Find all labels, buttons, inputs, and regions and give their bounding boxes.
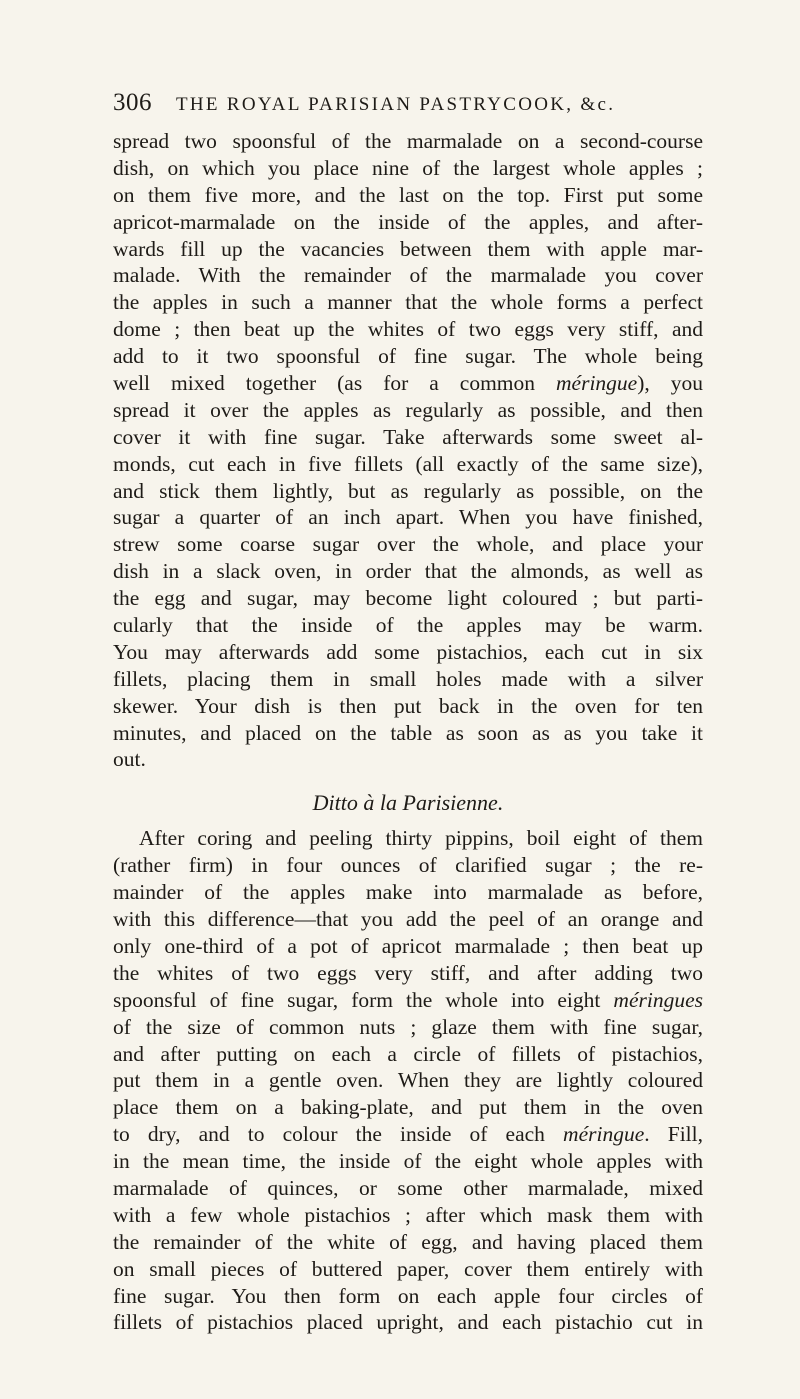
text-line: only one-third of a pot of apricot marmalade ; then beat up bbox=[113, 933, 703, 958]
text-line: apricot-marmalade on the inside of the apples, and after- bbox=[113, 209, 703, 234]
text-line: spread it over the apples as regularly as possible, and then bbox=[113, 397, 703, 422]
text-line: the remainder of the white of egg, and having placed them bbox=[113, 1229, 703, 1254]
paragraph-parisienne bbox=[113, 825, 703, 1336]
text-line: in the mean time, the inside of the eight whole apples with bbox=[113, 1149, 703, 1174]
text-line: put them in a gentle oven. When they are lightly coloured bbox=[113, 1068, 703, 1093]
text-line: dish, on which you place nine of the largest whole apples ; bbox=[113, 155, 703, 180]
text-segment: . Fill, bbox=[644, 1122, 703, 1147]
text-line: After coring and peeling thirty pippins, boil eight of them bbox=[139, 826, 703, 851]
text-line: the egg and sugar, may become light coloured ; but parti- bbox=[113, 586, 703, 611]
text-line: fillets, placing them in small holes made with a silver bbox=[113, 666, 703, 691]
text-line: the whites of two eggs very stiff, and after adding two bbox=[113, 960, 703, 985]
text-line bbox=[113, 987, 703, 1014]
text-line: monds, cut each in five fillets (all exactly of the same size), bbox=[113, 451, 703, 476]
italic-term: méringue bbox=[556, 371, 638, 396]
text-line bbox=[113, 370, 703, 397]
text-line: dome ; then beat up the whites of two eggs very stiff, and bbox=[113, 317, 703, 342]
text-line: skewer. Your dish is then put back in the oven for ten bbox=[113, 693, 703, 718]
running-title-etc: &c. bbox=[580, 94, 616, 115]
text-line: strew some coarse sugar over the whole, and place your bbox=[113, 532, 703, 557]
text-line: fine sugar. You then form on each apple four circles of bbox=[113, 1283, 703, 1308]
text-line: cover it with fine sugar. Take afterwards some sweet al- bbox=[113, 424, 703, 449]
running-head bbox=[113, 89, 703, 121]
text-line: fillets of pistachios placed upright, and each pistachio cut in bbox=[113, 1310, 703, 1335]
text-line: with a few whole pistachios ; after which mask them with bbox=[113, 1202, 703, 1227]
italic-term: méringues bbox=[613, 987, 703, 1012]
text-segment: spoonsful of fine sugar, form the whole into eight bbox=[113, 987, 614, 1012]
paragraph-apples-dome bbox=[113, 128, 703, 773]
text-line bbox=[113, 1121, 703, 1148]
section-heading: Ditto à la Parisienne. bbox=[312, 790, 504, 816]
text-segment: to dry, and to colour the inside of each bbox=[113, 1122, 564, 1147]
page-number: 306 bbox=[113, 89, 152, 116]
text-line: and stick them lightly, but as regularly as possible, on the bbox=[113, 478, 703, 503]
text-line: out. bbox=[113, 747, 146, 772]
running-title bbox=[176, 94, 615, 116]
text-segment: well mixed together (as for a common bbox=[113, 371, 557, 396]
text-line: place them on a baking-plate, and put them in the oven bbox=[113, 1095, 703, 1120]
text-line: the apples in such a manner that the whole forms a perfect bbox=[113, 290, 703, 315]
text-line: spread two spoonsful of the marmalade on a second-course bbox=[113, 129, 703, 153]
body-text bbox=[113, 128, 703, 1336]
running-title-text: THE ROYAL PARISIAN PASTRYCOOK, bbox=[176, 94, 574, 115]
text-line: malade. With the remainder of the marmalade you cover bbox=[113, 263, 703, 288]
text-line: wards fill up the vacancies between them with apple mar- bbox=[113, 236, 703, 261]
text-line: add to it two spoonsful of fine sugar. The whole being bbox=[113, 344, 703, 369]
text-line: You may afterwards add some pistachios, each cut in six bbox=[113, 639, 703, 664]
text-line: mainder of the apples make into marmalade as before, bbox=[113, 880, 703, 905]
italic-term: méringue bbox=[563, 1122, 645, 1147]
text-line: minutes, and placed on the table as soon as as you take it bbox=[113, 720, 703, 745]
text-line: with this difference—that you add the peel of an orange and bbox=[113, 907, 703, 932]
text-line: cularly that the inside of the apples may be warm. bbox=[113, 613, 703, 638]
text-segment: ), you bbox=[637, 371, 703, 396]
text-line: sugar a quarter of an inch apart. When you have finished, bbox=[113, 505, 703, 530]
text-line: dish in a slack oven, in order that the almonds, as well as bbox=[113, 559, 703, 584]
text-line: (rather firm) in four ounces of clarified sugar ; the re- bbox=[113, 853, 703, 878]
text-line: on them five more, and the last on the top. First put some bbox=[113, 182, 703, 207]
text-line: on small pieces of buttered paper, cover them entirely with bbox=[113, 1256, 703, 1281]
text-line: marmalade of quinces, or some other marmalade, mixed bbox=[113, 1175, 703, 1200]
text-line: and after putting on each a circle of fillets of pistachios, bbox=[113, 1041, 703, 1066]
text-line: of the size of common nuts ; glaze them with fine sugar, bbox=[113, 1014, 703, 1039]
